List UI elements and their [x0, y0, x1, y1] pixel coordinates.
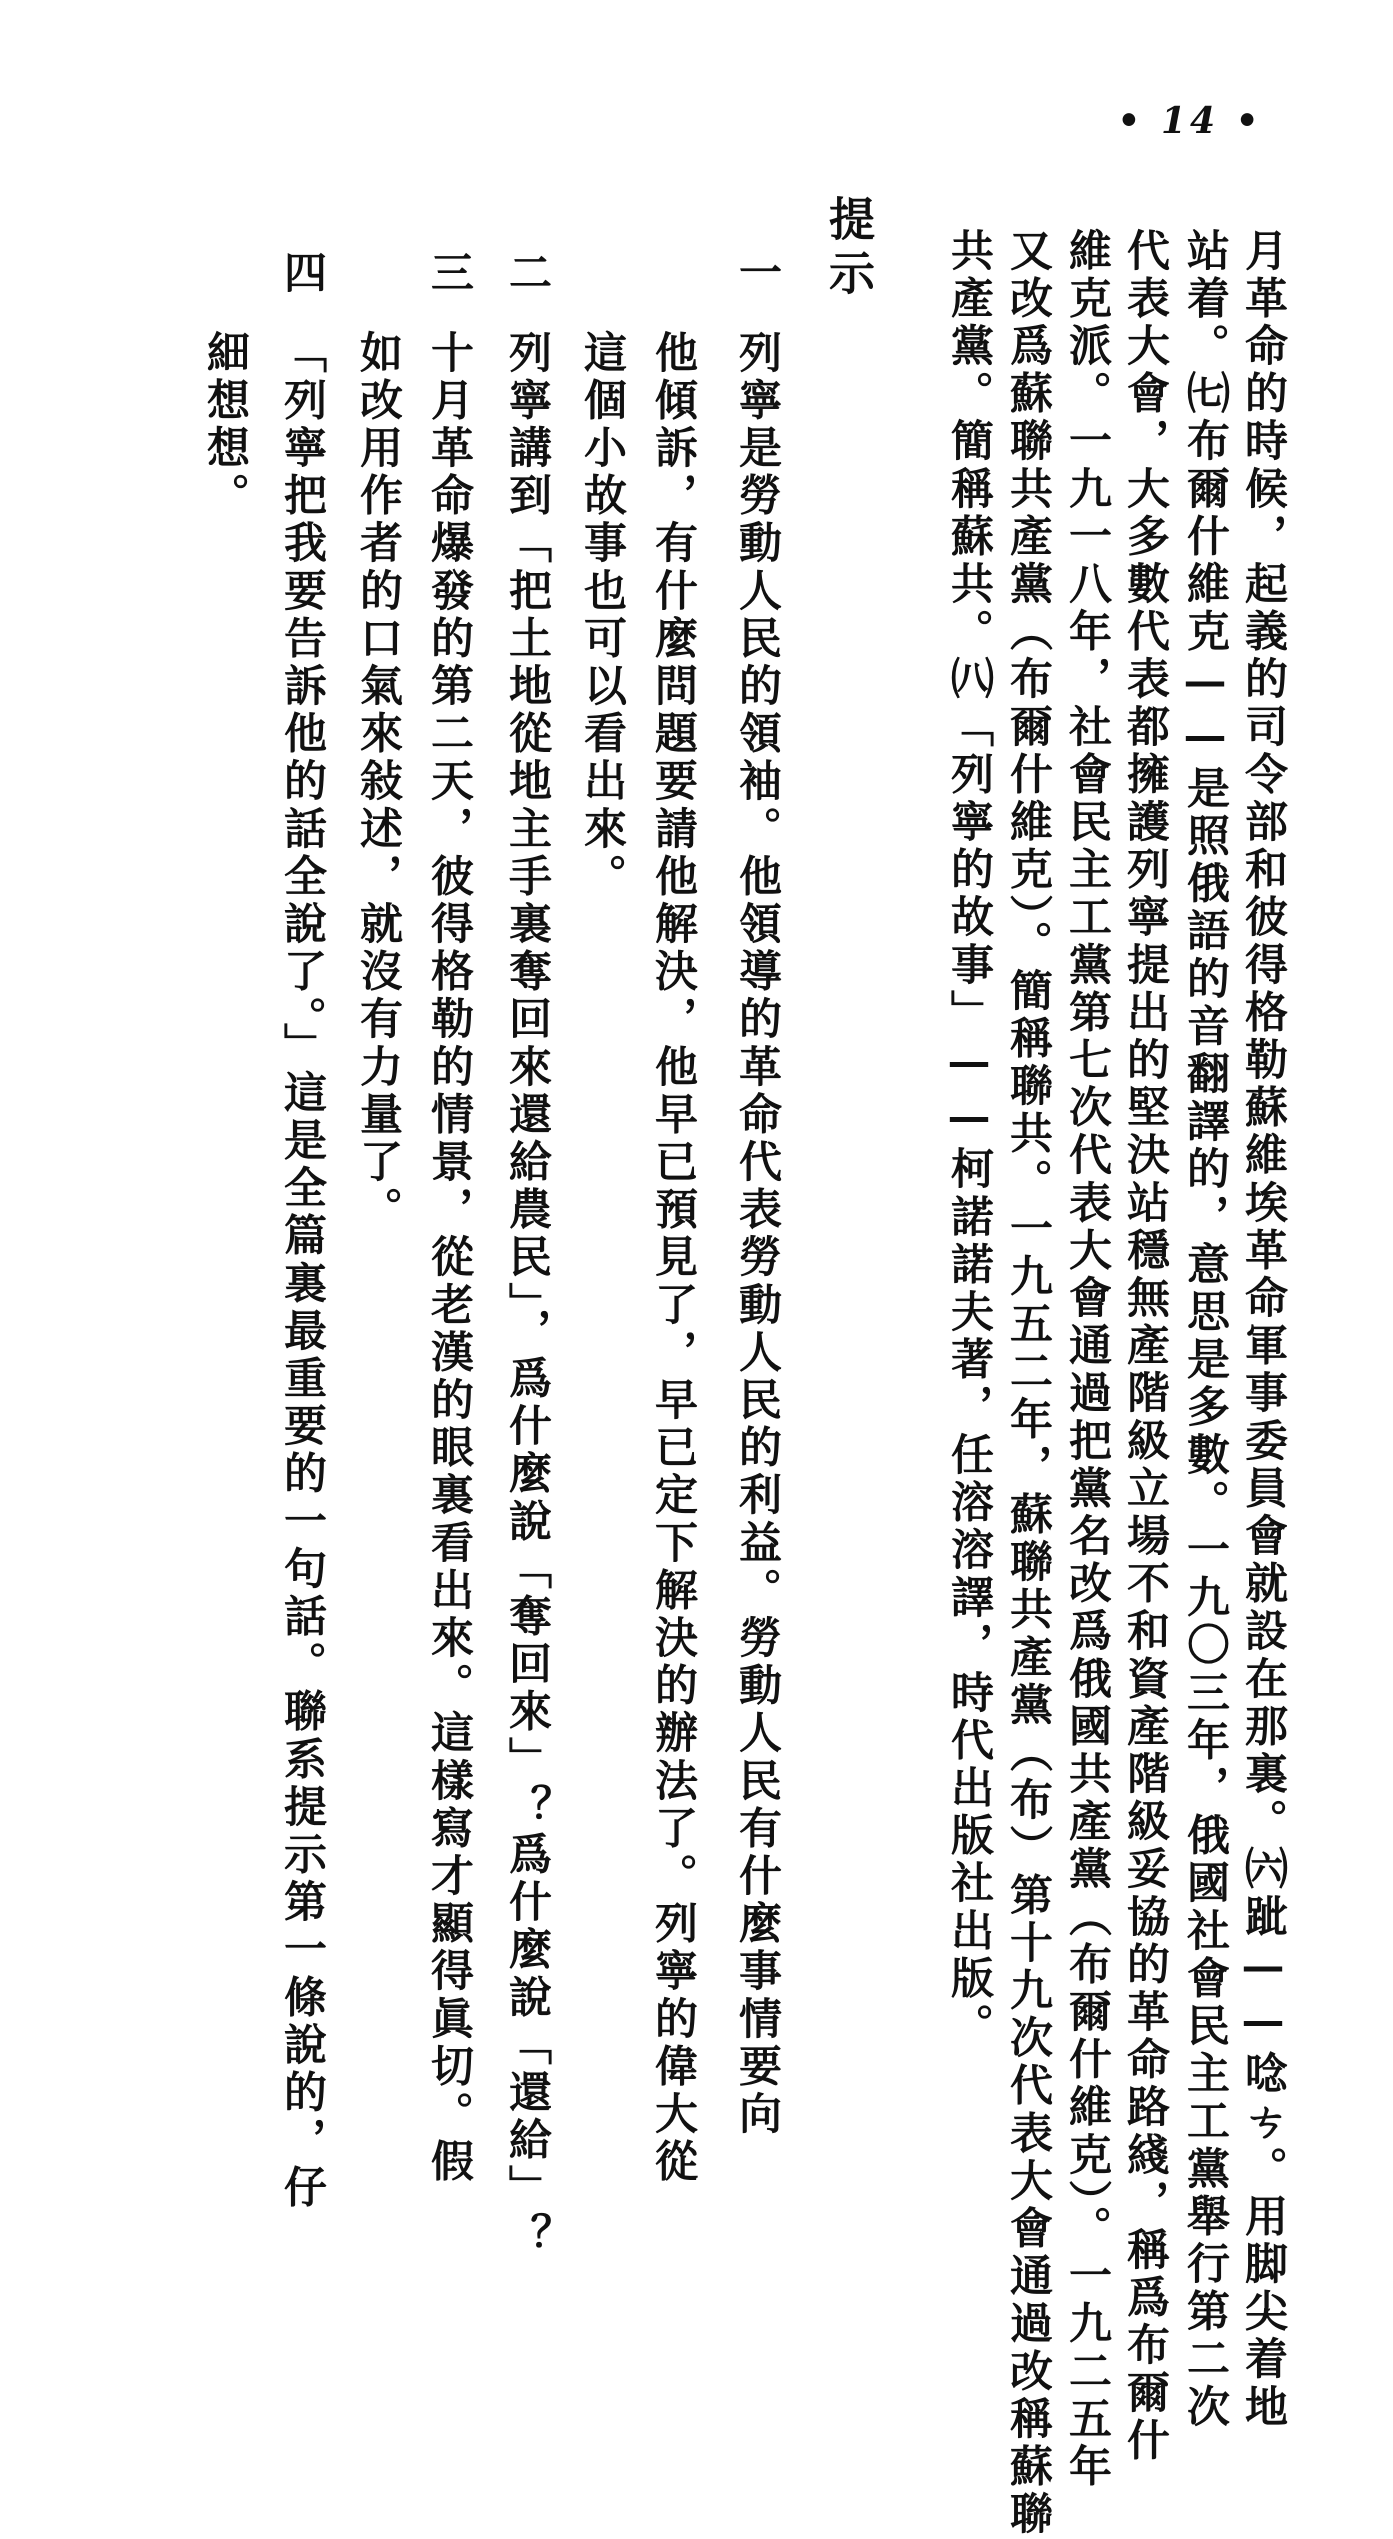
tip-number: 三: [424, 250, 474, 298]
tip-line: 「列寧把我要告訴他的話全說了。」這是全篇裏最重要的一句話。聯系提示第一條說的，仔: [277, 330, 327, 2213]
tips-heading: 提示: [822, 195, 876, 303]
tip-number: 一: [732, 250, 782, 298]
tip-line: 如改用作者的口氣來敍述，就沒有力量了。: [353, 330, 403, 1235]
tip-line: 十月革命爆發的第二天，彼得格勒的情景，從老漢的眼裏看出來。這樣寫才顯得眞切。假: [424, 330, 474, 2187]
note-line: 代表大會，大多數代表都擁護列寧提出的堅決站穩無產階級立場不和資產階級妥協的革命路綫，稱爲布爾什: [1120, 228, 1170, 2466]
note-line: 共產黨。簡稱蘇共。㈧「列寧的故事」——柯諾諾夫著，任溶溶譯，時代出版社出版。: [944, 228, 994, 2051]
tip-number: 二: [502, 250, 552, 298]
tip-line: 這個小故事也可以看出來。: [577, 330, 627, 902]
note-line: 站着。㈦布爾什維克——是照俄語的音翻譯的，意思是多數。一九〇三年，俄國社會民主工黨舉行第二次: [1180, 228, 1230, 2432]
tip-number: 四: [277, 250, 327, 298]
tip-line: 列寧是勞動人民的領袖。他領導的革命代表勞動人民的利益。勞動人民有什麼事情要向: [732, 330, 782, 2139]
page-number: • 14 •: [1117, 100, 1263, 142]
tip-line: 細想想。: [200, 330, 250, 521]
note-line: 又改爲蘇聯共產黨（布爾什維克）。簡稱聯共。一九五二年，蘇聯共產黨（布）第十九次代表大會通過改稱蘇聯: [1003, 228, 1053, 2539]
tip-line: 列寧講到「把土地從地主手裏奪回來還給農民」，爲什麼說「奪回來」？爲什麼說「還給」？: [502, 330, 552, 2261]
note-line: 維克派。一九一八年，社會民主工黨第七次代表大會通過把黨名改爲俄國共產黨（布爾什維克）。一九二五年: [1062, 228, 1112, 2492]
note-line: 月革命的時候，起義的司令部和彼得格勒蘇維埃革命軍事委員會就設在那裏。㈥跐——唸ㄘ。用脚尖着地: [1238, 228, 1288, 2432]
tip-line: 他傾訴，有什麼問題要請他解決，他早已預見了，早已定下解決的辦法了。列寧的偉大從: [648, 330, 698, 2187]
